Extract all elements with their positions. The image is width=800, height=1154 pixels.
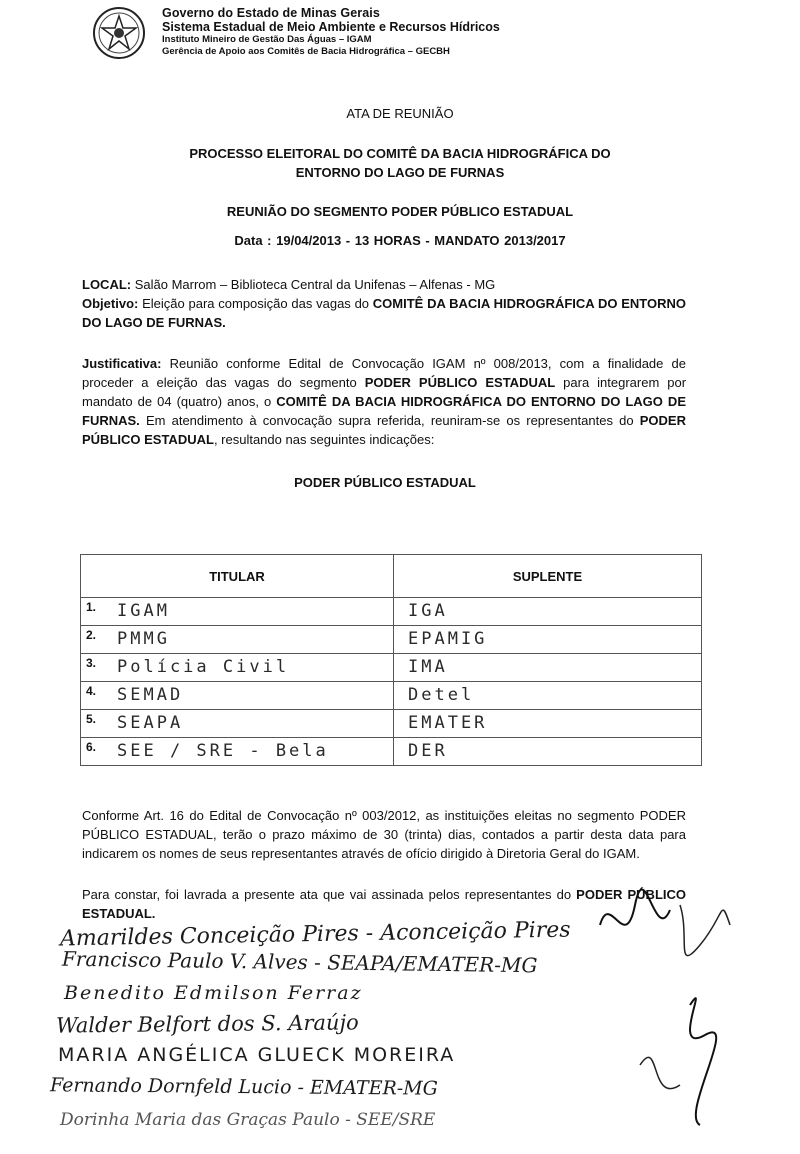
suplente-cell <box>394 598 702 626</box>
signature: MARIA ANGÉLICA GLUECK MOREIRA <box>58 1044 456 1066</box>
closing-paragraph <box>82 885 686 923</box>
signature: Dorinha Maria das Graças Paulo - SEE/SRE <box>60 1110 436 1130</box>
conformity-paragraph: Conforme Art. 16 do Edital de Convocação nº 003/2012, as instituições eleitas no segmento PODER PÚBLICO ESTADUAL, terão o prazo máximo de 30 (trinta) dias, contados a partir desta data para indicarem os nomes de seus representantes através de ofício dirigido à Diretoria Geral do IGAM. <box>82 808 686 861</box>
suplente-cell <box>394 682 702 710</box>
justification-text-3: Em atendimento à convocação supra referida, reuniram-se os representantes do <box>139 413 640 428</box>
closing-bold: PODER PÚBLICO ESTADUAL. <box>82 887 687 921</box>
justification-bold-3: PODER PÚBLICO ESTADUAL <box>82 413 686 447</box>
election-table <box>80 554 702 766</box>
objective-paragraph <box>82 294 686 332</box>
titular-handwriting: Polícia Civil <box>117 657 290 677</box>
local-text: Salão Marrom – Biblioteca Central da Unifenas – Alfenas - MG <box>131 277 496 292</box>
local-label: LOCAL: <box>82 277 132 292</box>
justification-text-4: , resultando nas seguintes indicações: <box>213 432 435 447</box>
header-management: Gerência de Apoio aos Comitês de Bacia Hidrográfica – GECBH <box>162 46 450 57</box>
table-row <box>81 598 702 626</box>
objective-committee: COMITÊ DA BACIA HIDROGRÁFICA DO ENTORNO DO LAGO DE FURNAS. <box>82 296 686 330</box>
justification-bold-1: PODER PÚBLICO ESTADUAL <box>364 375 556 390</box>
state-crest-icon <box>92 6 146 60</box>
table-header-row <box>81 555 702 598</box>
signature: Fernando Dornfeld Lucio - EMATER-MG <box>49 1074 438 1100</box>
suplente-handwriting: EPAMIG <box>408 629 488 649</box>
titular-handwriting: IGAM <box>117 601 170 621</box>
process-title-line1: PROCESSO ELEITORAL DO COMITÊ DA BACIA HIDROGRÁFICA DO <box>189 146 611 161</box>
local-paragraph <box>82 275 686 294</box>
suplente-handwriting: EMATER <box>408 713 488 733</box>
suplente-handwriting: DER <box>408 741 448 761</box>
header-system: Sistema Estadual de Meio Ambiente e Recursos Hídricos <box>162 20 500 34</box>
row-number: 2. <box>86 628 97 642</box>
signature: Amarildes Conceição Pires - Aconceição Pires <box>59 917 571 952</box>
table-row <box>81 626 702 654</box>
row-number: 5. <box>86 712 97 726</box>
header-government: Governo do Estado de Minas Gerais <box>162 6 380 20</box>
titular-handwriting: SEE / SRE - Bela <box>117 741 329 761</box>
titular-cell <box>81 654 394 682</box>
titular-cell <box>81 626 394 654</box>
suplente-handwriting: IGA <box>408 601 448 621</box>
justification-text-1: Reunião conforme Edital de Convocação IGAM nº 008/2013, com a finalidade de proceder a eleição das vagas do segmento <box>82 356 686 390</box>
titular-cell <box>81 710 394 738</box>
suplente-cell <box>394 654 702 682</box>
row-number: 4. <box>86 684 97 698</box>
header-institute: Instituto Mineiro de Gestão Das Águas – IGAM <box>162 34 372 45</box>
suplente-cell <box>394 738 702 766</box>
justification-text-2: para integrarem por mandato de 04 (quatro) anos, o <box>82 375 687 409</box>
table-row <box>81 654 702 682</box>
justification-paragraph <box>82 354 686 449</box>
suplente-handwriting: IMA <box>408 657 448 677</box>
process-title-line2: ENTORNO DO LAGO DE FURNAS <box>295 165 505 180</box>
row-number: 1. <box>86 600 97 614</box>
document-title: ATA DE REUNIÃO <box>346 106 454 121</box>
meeting-title: REUNIÃO DO SEGMENTO PODER PÚBLICO ESTADUAL <box>226 204 574 219</box>
titular-handwriting: SEAPA <box>117 713 184 733</box>
table-row <box>81 710 702 738</box>
signature: Walder Belfort dos S. Araújo <box>55 1010 359 1038</box>
closing-text: Para constar, foi lavrada a presente ata que vai assinada pelos representantes do <box>82 887 577 902</box>
header-suplente: SUPLENTE <box>394 555 702 598</box>
objective-text: Eleição para composição das vagas do <box>138 296 373 311</box>
titular-cell <box>81 738 394 766</box>
header-titular: TITULAR <box>81 555 394 598</box>
titular-handwriting: SEMAD <box>117 685 184 705</box>
suplente-cell <box>394 626 702 654</box>
justification-bold-2: COMITÊ DA BACIA HIDROGRÁFICA DO ENTORNO DO LAGO DE FURNAS. <box>82 394 686 428</box>
signature-scribbles-icon <box>580 885 780 1145</box>
titular-cell <box>81 598 394 626</box>
suplente-handwriting: Detel <box>408 685 475 705</box>
row-number: 3. <box>86 656 97 670</box>
section-title: PODER PÚBLICO ESTADUAL <box>294 475 476 490</box>
signature: Francisco Paulo V. Alves - SEAPA/EMATER-MG <box>61 946 538 978</box>
justification-label: Justificativa: <box>82 356 162 371</box>
titular-handwriting: PMMG <box>117 629 170 649</box>
table-row <box>81 738 702 766</box>
titular-cell <box>81 682 394 710</box>
row-number: 6. <box>86 740 97 754</box>
meeting-date: Data : 19/04/2013 - 13 HORAS - MANDATO 2013/2017 <box>234 233 566 248</box>
suplente-cell <box>394 710 702 738</box>
letterhead <box>92 6 500 60</box>
objective-label: Objetivo: <box>82 296 139 311</box>
table-row <box>81 682 702 710</box>
signature: Benedito Edmilson Ferraz <box>64 982 363 1004</box>
